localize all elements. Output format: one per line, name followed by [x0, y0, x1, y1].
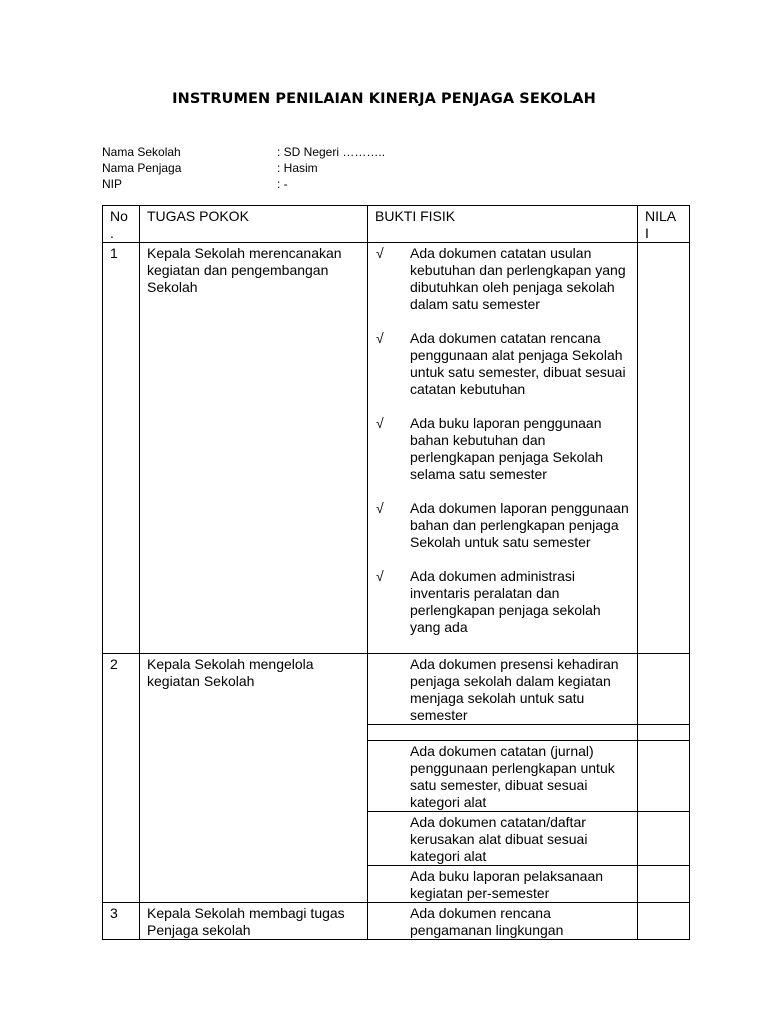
info-value: : SD Negeri ……….. [277, 145, 386, 159]
table-row [103, 903, 690, 940]
cell-bukti [368, 903, 638, 940]
bukti-item [375, 868, 631, 902]
table-header-row [103, 206, 690, 243]
cell-no: 3 [103, 903, 140, 940]
header-tugas: TUGAS POKOK [140, 206, 368, 243]
info-value: : Hasim [277, 161, 318, 175]
cell-nilai [638, 725, 690, 741]
cell-tugas: Kepala Sekolah membagi tugas Penjaga sekolah [140, 903, 368, 940]
assessment-table [102, 205, 690, 940]
header-no: No . [103, 206, 140, 243]
cell-nilai [638, 903, 690, 940]
cell-bukti [368, 243, 638, 654]
bukti-text: Ada buku laporan pelaksanaan kegiatan per-semester [410, 868, 604, 901]
bukti-text: Ada dokumen laporan penggunaan bahan dan perlengkapan penjaga Sekolah untuk satu semester [410, 500, 629, 550]
cell-tugas: Kepala Sekolah mengelola kegiatan Sekolah [140, 654, 368, 903]
bukti-item [375, 656, 631, 724]
bukti-text: Ada dokumen catatan usulan kebutuhan dan perlengkapan yang dibutuhkan oleh penjaga sekolah dalam satu semester [410, 245, 626, 312]
bukti-item [375, 905, 631, 939]
cell-nilai [638, 741, 690, 812]
info-label: NIP [102, 177, 123, 191]
cell-nilai [638, 243, 690, 654]
info-label: Nama Penjaga [102, 161, 182, 175]
bukti-text: Ada dokumen catatan rencana penggunaan alat penjaga Sekolah untuk satu semester, dibuat sesuai catatan kebutuhan [410, 330, 626, 397]
info-label: Nama Sekolah [102, 145, 181, 159]
cell-bukti [368, 741, 638, 812]
bukti-item [375, 500, 631, 551]
bukti-text: Ada dokumen catatan (jurnal) penggunaan perlengkapan untuk satu semester, dibuat sesuai kategori alat [410, 743, 615, 810]
table-row [103, 243, 690, 654]
cell-no: 2 [103, 654, 140, 903]
bukti-item [375, 415, 631, 483]
bukti-item [375, 568, 631, 636]
check-icon: √ [376, 415, 384, 431]
document-title: INSTRUMEN PENILAIAN KINERJA PENJAGA SEKOLAH [172, 91, 596, 107]
cell-nilai [638, 812, 690, 866]
bukti-text: Ada buku laporan penggunaan bahan kebutuhan dan perlengkapan penjaga Sekolah selama satu semester [410, 415, 604, 482]
info-value: : - [277, 177, 288, 191]
bukti-item [375, 245, 631, 313]
header-bukti: BUKTI FISIK [368, 206, 638, 243]
cell-bukti [368, 654, 638, 725]
bukti-item [375, 330, 631, 398]
check-icon: √ [376, 500, 384, 516]
check-icon: √ [376, 568, 384, 584]
check-icon: √ [376, 245, 384, 261]
cell-nilai [638, 654, 690, 725]
check-icon: √ [376, 330, 384, 346]
cell-tugas: Kepala Sekolah merencanakan kegiatan dan pengembangan Sekolah [140, 243, 368, 654]
bukti-item [375, 743, 631, 811]
cell-nilai [638, 866, 690, 903]
bukti-text: Ada dokumen rencana pengamanan lingkungan [410, 905, 564, 938]
cell-bukti [368, 725, 638, 741]
table-row [103, 654, 690, 725]
bukti-text: Ada dokumen administrasi inventaris peralatan dan perlengkapan penjaga sekolah yang ada [410, 568, 601, 635]
cell-no: 1 [103, 243, 140, 654]
bukti-text: Ada dokumen catatan/daftar kerusakan alat dibuat sesuai kategori alat [410, 814, 588, 864]
cell-bukti [368, 812, 638, 866]
bukti-item [375, 814, 631, 865]
bukti-text: Ada dokumen presensi kehadiran penjaga sekolah dalam kegiatan menjaga sekolah untuk satu semester [410, 656, 619, 723]
cell-bukti [368, 866, 638, 903]
header-nilai: NILA I [638, 206, 690, 243]
